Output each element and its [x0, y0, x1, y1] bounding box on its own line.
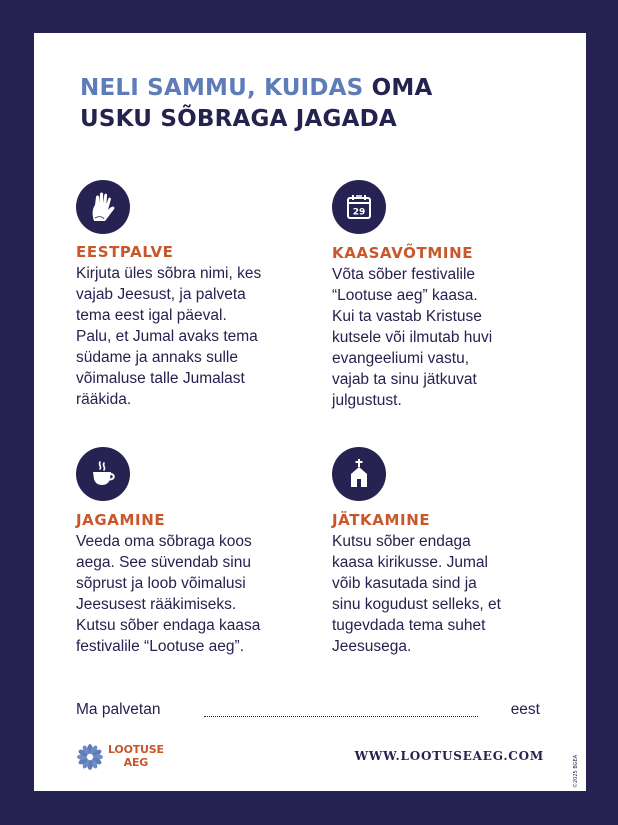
- church-icon: [332, 447, 386, 501]
- logo-wordmark: [108, 743, 164, 769]
- step-text-jatkamine: Kutsu sõber endaga kaasa kirikusse. Jumal võib kasutada sind ja sinu kogudust selleks, et tugevdada tema suhet Jeesusega.: [332, 533, 501, 655]
- step-heading-jatkamine: JÄTKAMINE: [332, 511, 431, 529]
- title-accent: NELI SAMMU, KUIDAS: [80, 75, 364, 101]
- step-text-jagamine: Veeda oma sõbraga koos aega. See süvendab sinu sõprust ja loob võimalusi Jeesusest rääkimiseks. Kutsu sõber endaga kaasa festivalile “Lootuse aeg”.: [76, 533, 261, 655]
- title-line1-rest: OMA: [363, 75, 433, 101]
- logo-line2: AEG: [123, 756, 149, 769]
- flower-logo-icon: [76, 743, 104, 771]
- pray-name-line: [204, 716, 478, 717]
- raised-hand-icon: [76, 180, 130, 234]
- pray-label: Ma palvetan: [76, 701, 161, 718]
- step-heading-jagamine: JAGAMINE: [76, 511, 166, 529]
- website-url: WWW.LOOTUSEAEG.COM: [354, 749, 544, 763]
- flyer-card: [34, 33, 586, 791]
- page-title: [80, 73, 433, 135]
- calendar-icon: [332, 180, 386, 234]
- step-text-kaasavotmine: Võta sõber festivalile “Lootuse aeg” kaasa. Kui ta vastab Kristuse kutsele või ilmutab huvi evangeeliumi vastu, vajab ta sinu jätkuvat julgustust.: [332, 266, 493, 409]
- calendar-day: 29: [352, 207, 366, 218]
- logo-line1: LOOTUSE: [108, 743, 164, 756]
- copyright-note: ©2025 BGEA: [573, 754, 579, 788]
- step-heading-kaasavotmine: KAASAVÕTMINE: [332, 244, 474, 262]
- lootuse-aeg-logo: [76, 743, 186, 773]
- step-heading-eestpalve: EESTPALVE: [76, 243, 174, 261]
- title-line2: USKU SÕBRAGA JAGADA: [80, 106, 397, 132]
- coffee-cup-icon: [76, 447, 130, 501]
- step-text-eestpalve: Kirjuta üles sõbra nimi, kes vajab Jeesust, ja palveta tema eest igal päeval. Palu, et Jumal avaks tema südame ja annaks sulle võimaluse talle Jumalast rääkida.: [76, 265, 262, 408]
- prayer-pledge-row: [76, 701, 540, 725]
- pray-suffix: eest: [510, 701, 540, 718]
